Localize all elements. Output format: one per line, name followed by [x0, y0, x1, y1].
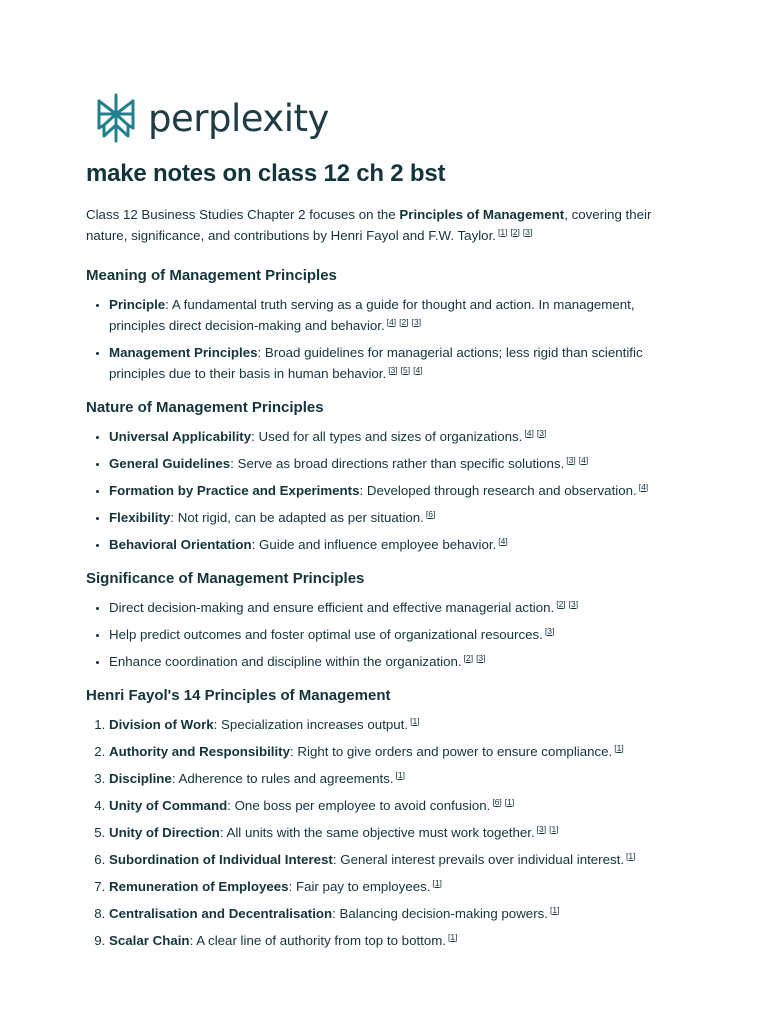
citation-link[interactable]: [3]	[536, 823, 547, 834]
item-term: Management Principles	[109, 345, 258, 360]
item-text: : Balancing decision-making powers.	[332, 906, 548, 921]
list-item	[109, 342, 682, 384]
citation-link[interactable]: [4]	[413, 364, 423, 375]
item-term: Authority and Responsibility	[109, 744, 290, 759]
item-text: : A clear line of authority from top to bottom.	[189, 933, 447, 948]
section-heading: Significance of Management Principles	[86, 570, 365, 587]
item-text: : Specialization increases output.	[213, 717, 409, 732]
citation-link[interactable]: [3]	[568, 598, 579, 609]
citation-link[interactable]: [5]	[400, 364, 411, 375]
list-item	[109, 876, 682, 897]
citation-group	[639, 482, 651, 492]
citation-link[interactable]: [4]	[524, 427, 534, 438]
citation-link[interactable]: [3]	[388, 364, 398, 375]
citation-group	[537, 824, 562, 834]
citation-link[interactable]: [3]	[476, 652, 486, 663]
item-term: General Guidelines	[109, 456, 231, 471]
citation-link[interactable]: [1]	[549, 823, 559, 834]
item-text: Direct decision-making and ensure efficient and effective managerial action.	[109, 600, 555, 615]
intro-paragraph	[86, 204, 682, 246]
item-term: Flexibility	[109, 510, 171, 525]
citation-link[interactable]: [1]	[549, 904, 560, 915]
citation-link[interactable]: [3]	[544, 625, 555, 636]
citation-group	[626, 851, 638, 861]
citation-link[interactable]: [4]	[578, 454, 589, 465]
citation-group	[464, 653, 489, 663]
item-term: Universal Applicability	[109, 429, 252, 444]
item-text: : One boss per employee to avoid confusion.	[227, 798, 491, 813]
list-item	[109, 597, 682, 618]
citation-link[interactable]: [1]	[395, 769, 406, 780]
item-term: Centralisation and Decentralisation	[109, 906, 333, 921]
section-heading: Nature of Management Principles	[86, 399, 324, 416]
item-term: Subordination of Individual Interest	[109, 852, 333, 867]
list-item	[109, 714, 682, 735]
item-term: Unity of Direction	[109, 825, 220, 840]
citation-link[interactable]: [2]	[399, 316, 409, 327]
list-item	[109, 426, 682, 447]
item-term: Scalar Chain	[109, 933, 190, 948]
citation-group	[498, 536, 510, 546]
list-item	[109, 930, 682, 951]
bullet-list	[86, 426, 682, 555]
citation-link[interactable]: [4]	[498, 535, 508, 546]
logo-wordmark: perplexity	[148, 96, 329, 140]
citation-group	[388, 365, 425, 375]
list-item	[109, 651, 682, 672]
intro-text-end: , covering their nature, significance, and contributions by Henri Fayol and F.W. Taylor.	[86, 207, 652, 243]
item-text: : Right to give orders and power to ensure compliance.	[290, 744, 613, 759]
citation-group	[492, 797, 517, 807]
list-item	[109, 768, 682, 789]
citation-group	[524, 428, 549, 438]
item-term: Unity of Command	[109, 798, 228, 813]
ordered-list	[86, 714, 682, 951]
citation-link[interactable]: [6]	[425, 508, 436, 519]
citation-link[interactable]: [2]	[510, 226, 520, 237]
item-term: Division of Work	[109, 717, 214, 732]
citation-link[interactable]: [4]	[386, 316, 397, 327]
item-text: : Used for all types and sizes of organizations.	[251, 429, 523, 444]
citation-link[interactable]: [1]	[504, 796, 515, 807]
citation-group	[545, 626, 557, 636]
item-text: : Broad guidelines for managerial actions; less rigid than scientific principles due to their basis in human behavior.	[109, 345, 643, 381]
item-term: Principle	[109, 297, 166, 312]
item-text: : Developed through research and observation.	[359, 483, 637, 498]
citation-link[interactable]: [2]	[556, 598, 566, 609]
list-item	[109, 294, 682, 336]
citation-link[interactable]: [2]	[463, 652, 474, 663]
item-text: : A fundamental truth serving as a guide for thought and action. In management, principles direct decision-making and behavior.	[109, 297, 635, 333]
citation-group	[550, 905, 562, 915]
intro-bold: Principles of Management	[399, 207, 565, 222]
list-item	[109, 480, 682, 501]
item-term: Remuneration of Employees	[109, 879, 289, 894]
list-item	[109, 534, 682, 555]
citation-link[interactable]: [3]	[566, 454, 576, 465]
list-item	[109, 624, 682, 645]
citation-group	[614, 743, 626, 753]
item-term: Formation by Practice and Experiments	[109, 483, 360, 498]
citation-link[interactable]: [1]	[626, 850, 636, 861]
perplexity-logo-icon	[94, 92, 138, 144]
document-content	[86, 204, 682, 964]
item-text: : Adherence to rules and agreements.	[171, 771, 394, 786]
bullet-list	[86, 294, 682, 384]
list-item	[109, 453, 682, 474]
citation-link[interactable]: [1]	[614, 742, 624, 753]
citation-link[interactable]: [1]	[497, 226, 508, 237]
item-text: Help predict outcomes and foster optimal use of organizational resources.	[109, 627, 543, 642]
citation-group	[432, 878, 444, 888]
bullet-list	[86, 597, 682, 672]
item-term: Behavioral Orientation	[109, 537, 252, 552]
citation-link[interactable]: [3]	[522, 226, 533, 237]
item-text: : Fair pay to employees.	[288, 879, 431, 894]
citation-link[interactable]: [1]	[432, 877, 442, 888]
page-title: make notes on class 12 ch 2 bst	[86, 160, 446, 187]
list-item	[109, 822, 682, 843]
citation-group	[387, 317, 424, 327]
list-item	[109, 903, 682, 924]
list-item	[109, 849, 682, 870]
citation-group	[426, 509, 438, 519]
citation-group	[498, 227, 535, 237]
citation-group	[448, 932, 460, 942]
section-heading: Meaning of Management Principles	[86, 267, 337, 284]
citation-group	[556, 599, 581, 609]
citation-link[interactable]: [6]	[492, 796, 502, 807]
list-item	[109, 741, 682, 762]
citation-link[interactable]: [3]	[536, 427, 547, 438]
citation-group	[396, 770, 408, 780]
sections	[86, 265, 682, 951]
citation-link[interactable]: [4]	[638, 481, 649, 492]
citation-group	[410, 716, 422, 726]
citation-link[interactable]: [1]	[448, 931, 458, 942]
citation-link[interactable]: [3]	[411, 316, 422, 327]
perplexity-logo	[94, 92, 329, 144]
item-text: : Guide and influence employee behavior.	[251, 537, 497, 552]
item-text: : General interest prevails over individual interest.	[332, 852, 625, 867]
citation-link[interactable]: [1]	[410, 715, 420, 726]
intro-text: Class 12 Business Studies Chapter 2 focuses on the	[86, 207, 400, 222]
section-heading: Henri Fayol's 14 Principles of Management	[86, 687, 391, 704]
item-term: Discipline	[109, 771, 172, 786]
item-text: Enhance coordination and discipline within the organization.	[109, 654, 462, 669]
citation-group	[566, 455, 591, 465]
item-text: : Serve as broad directions rather than specific solutions.	[230, 456, 565, 471]
list-item	[109, 507, 682, 528]
item-text: : All units with the same objective must work together.	[219, 825, 535, 840]
item-text: : Not rigid, can be adapted as per situation.	[170, 510, 424, 525]
list-item	[109, 795, 682, 816]
